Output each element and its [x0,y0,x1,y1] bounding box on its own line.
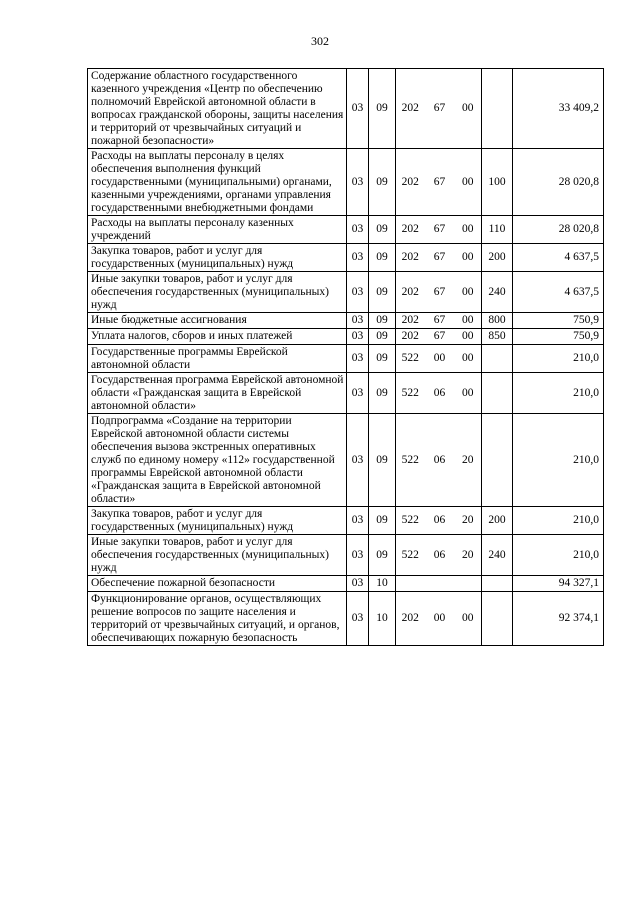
subsection-code-cell: 09 [369,149,396,216]
section-code-cell: 03 [347,272,369,313]
table-row [88,216,604,244]
target-article-program-cell: 522 [396,373,425,414]
table-row [88,576,604,592]
target-article-program-cell: 522 [396,507,425,535]
table-row [88,592,604,646]
target-article-direction-cell: 00 [455,345,482,373]
section-code-cell: 03 [347,149,369,216]
table-body [88,69,604,646]
expense-type-cell: 100 [482,149,513,216]
expense-name-cell: Содержание областного государственного казенного учреждения «Центр по обеспечению полномочий Еврейской автономной области в вопросах гражданской обороны, защиты населения и территорий от чрезвычайных ситуаций и пожарной безопасности» [88,69,347,149]
target-article-direction-cell: 00 [455,69,482,149]
expense-type-cell: 200 [482,507,513,535]
target-article-program-cell: 202 [396,69,425,149]
subsection-code-cell: 09 [369,535,396,576]
target-article-program-cell: 202 [396,244,425,272]
target-article-direction-cell: 20 [455,414,482,507]
target-article-subprogram-cell: 00 [425,345,455,373]
subsection-code-cell: 09 [369,345,396,373]
target-article-direction-cell: 00 [455,373,482,414]
target-article-subprogram-cell: 67 [425,313,455,329]
target-article-program-cell: 202 [396,329,425,345]
section-code-cell: 03 [347,535,369,576]
target-article-direction-cell: 00 [455,329,482,345]
subsection-code-cell: 09 [369,373,396,414]
target-article-program-cell [396,576,425,592]
amount-cell: 210,0 [513,535,604,576]
expense-type-cell: 110 [482,216,513,244]
expense-type-cell [482,414,513,507]
section-code-cell: 03 [347,592,369,646]
expense-name-cell: Расходы на выплаты персоналу казенных учреждений [88,216,347,244]
subsection-code-cell: 09 [369,329,396,345]
expense-name-cell: Закупка товаров, работ и услуг для государственных (муниципальных) нужд [88,507,347,535]
subsection-code-cell: 10 [369,592,396,646]
subsection-code-cell: 09 [369,507,396,535]
section-code-cell: 03 [347,216,369,244]
expense-type-cell [482,345,513,373]
subsection-code-cell: 09 [369,414,396,507]
target-article-direction-cell: 00 [455,272,482,313]
target-article-program-cell: 522 [396,535,425,576]
section-code-cell: 03 [347,414,369,507]
target-article-direction-cell: 00 [455,149,482,216]
expense-name-cell: Обеспечение пожарной безопасности [88,576,347,592]
expense-name-cell: Уплата налогов, сборов и иных платежей [88,329,347,345]
target-article-program-cell: 202 [396,149,425,216]
subsection-code-cell: 09 [369,313,396,329]
amount-cell: 28 020,8 [513,149,604,216]
target-article-program-cell: 522 [396,414,425,507]
target-article-direction-cell: 20 [455,507,482,535]
target-article-subprogram-cell: 06 [425,507,455,535]
target-article-subprogram-cell: 67 [425,69,455,149]
target-article-subprogram-cell: 67 [425,149,455,216]
amount-cell: 92 374,1 [513,592,604,646]
expense-type-cell: 240 [482,535,513,576]
expense-type-cell [482,576,513,592]
table-row [88,373,604,414]
amount-cell: 4 637,5 [513,272,604,313]
target-article-program-cell: 522 [396,345,425,373]
table-row [88,244,604,272]
target-article-subprogram-cell: 67 [425,329,455,345]
amount-cell: 210,0 [513,373,604,414]
section-code-cell: 03 [347,373,369,414]
amount-cell: 750,9 [513,313,604,329]
expense-type-cell: 800 [482,313,513,329]
section-code-cell: 03 [347,329,369,345]
budget-table [87,68,604,646]
subsection-code-cell: 09 [369,244,396,272]
table-row [88,535,604,576]
expense-type-cell [482,592,513,646]
table-row [88,507,604,535]
target-article-subprogram-cell: 67 [425,272,455,313]
section-code-cell: 03 [347,576,369,592]
target-article-subprogram-cell: 06 [425,535,455,576]
target-article-subprogram-cell: 00 [425,592,455,646]
target-article-direction-cell: 00 [455,313,482,329]
target-article-program-cell: 202 [396,313,425,329]
expense-type-cell: 850 [482,329,513,345]
subsection-code-cell: 09 [369,272,396,313]
target-article-subprogram-cell: 67 [425,216,455,244]
target-article-program-cell: 202 [396,272,425,313]
target-article-program-cell: 202 [396,216,425,244]
subsection-code-cell: 10 [369,576,396,592]
expense-name-cell: Иные закупки товаров, работ и услуг для обеспечения государственных (муниципальных) нужд [88,272,347,313]
expense-name-cell: Государственные программы Еврейской автономной области [88,345,347,373]
amount-cell: 33 409,2 [513,69,604,149]
section-code-cell: 03 [347,69,369,149]
amount-cell: 4 637,5 [513,244,604,272]
amount-cell: 210,0 [513,414,604,507]
target-article-direction-cell: 00 [455,244,482,272]
target-article-direction-cell: 00 [455,216,482,244]
amount-cell: 94 327,1 [513,576,604,592]
section-code-cell: 03 [347,345,369,373]
table-row [88,69,604,149]
target-article-direction-cell: 20 [455,535,482,576]
amount-cell: 750,9 [513,329,604,345]
section-code-cell: 03 [347,244,369,272]
target-article-direction-cell: 00 [455,592,482,646]
table-row [88,329,604,345]
section-code-cell: 03 [347,313,369,329]
expense-name-cell: Расходы на выплаты персоналу в целях обеспечения выполнения функций государственными (муниципальными) органами, казенными учреждениями, органами управления государственными внебюджетными фондами [88,149,347,216]
expense-type-cell [482,373,513,414]
amount-cell: 210,0 [513,507,604,535]
table-row [88,272,604,313]
target-article-subprogram-cell: 06 [425,373,455,414]
table-row [88,149,604,216]
expense-type-cell: 200 [482,244,513,272]
section-code-cell: 03 [347,507,369,535]
table-row [88,313,604,329]
expense-name-cell: Закупка товаров, работ и услуг для государственных (муниципальных) нужд [88,244,347,272]
target-article-direction-cell [455,576,482,592]
expense-name-cell: Иные бюджетные ассигнования [88,313,347,329]
expense-type-cell: 240 [482,272,513,313]
expense-name-cell: Подпрограмма «Создание на территории Еврейской автономной области системы обеспечения вызова экстренных оперативных служб по единому номеру «112» государственной программы Еврейской автономной области «Гражданская защита в Еврейской автономной области» [88,414,347,507]
page-number: 302 [311,34,329,48]
expense-type-cell [482,69,513,149]
table-row [88,345,604,373]
expense-name-cell: Функционирование органов, осуществляющих решение вопросов по защите населения и территорий от чрезвычайных ситуаций, и органов, обеспечивающих пожарную безопасность [88,592,347,646]
subsection-code-cell: 09 [369,216,396,244]
expense-name-cell: Государственная программа Еврейской автономной области «Гражданская защита в Еврейской автономной области» [88,373,347,414]
target-article-program-cell: 202 [396,592,425,646]
expense-name-cell: Иные закупки товаров, работ и услуг для обеспечения государственных (муниципальных) нужд [88,535,347,576]
subsection-code-cell: 09 [369,69,396,149]
target-article-subprogram-cell: 06 [425,414,455,507]
table-row [88,414,604,507]
target-article-subprogram-cell [425,576,455,592]
amount-cell: 210,0 [513,345,604,373]
target-article-subprogram-cell: 67 [425,244,455,272]
amount-cell: 28 020,8 [513,216,604,244]
